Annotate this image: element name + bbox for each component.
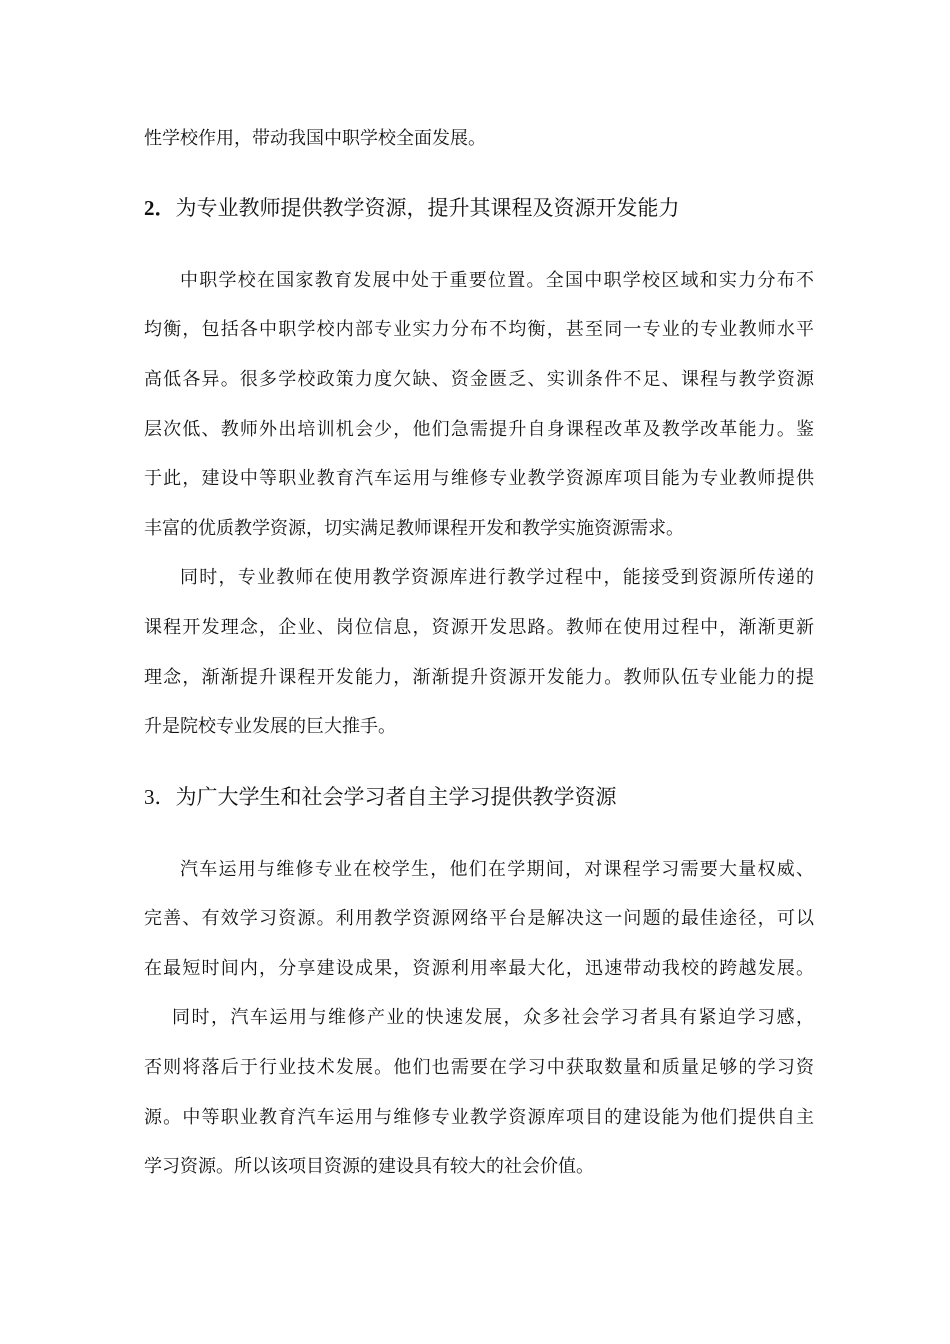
paragraph-line: 同时，专业教师在使用教学资源库进行教学过程中，能接受到资源所传递的 bbox=[180, 567, 814, 588]
paragraph-line: 升是院校专业发展的巨大推手。 bbox=[144, 716, 396, 737]
paragraph-line: 同时，汽车运用与维修产业的快速发展，众多社会学习者具有紧迫学习感， bbox=[172, 1007, 814, 1028]
paragraph-line: 于此，建设中等职业教育汽车运用与维修专业教学资源库项目能为专业教师提供 bbox=[144, 468, 814, 489]
section-2-number: 2． bbox=[144, 196, 176, 220]
section-3-heading bbox=[144, 783, 617, 811]
paragraph-line: 中职学校在国家教育发展中处于重要位置。全国中职学校区域和实力分布不 bbox=[180, 270, 814, 291]
paragraph-line: 否则将落后于行业技术发展。他们也需要在学习中获取数量和质量足够的学习资 bbox=[144, 1057, 814, 1078]
paragraph-line: 课程开发理念，企业、岗位信息，资源开发思路。教师在使用过程中，渐渐更新 bbox=[144, 617, 814, 638]
section-2-heading bbox=[144, 194, 680, 222]
paragraph-line: 源。中等职业教育汽车运用与维修专业教学资源库项目的建设能为他们提供自主 bbox=[144, 1107, 814, 1128]
paragraph-line: 高低各异。很多学校政策力度欠缺、资金匮乏、实训条件不足、课程与教学资源 bbox=[144, 369, 814, 390]
intro-line: 性学校作用，带动我国中职学校全面发展。 bbox=[144, 128, 486, 149]
paragraph-line: 学习资源。所以该项目资源的建设具有较大的社会价值。 bbox=[144, 1156, 594, 1177]
section-2-title: 为专业教师提供教学资源，提升其课程及资源开发能力 bbox=[175, 196, 680, 220]
paragraph-line: 完善、有效学习资源。利用教学资源网络平台是解决这一问题的最佳途径，可以 bbox=[144, 908, 814, 929]
paragraph-line: 层次低、教师外出培训机会少，他们急需提升自身课程改革及教学改革能力。鉴 bbox=[144, 419, 814, 440]
section-3-number: 3． bbox=[144, 785, 176, 809]
section-3-title: 为广大学生和社会学习者自主学习提供教学资源 bbox=[175, 785, 617, 809]
paragraph-line: 在最短时间内，分享建设成果，资源利用率最大化，迅速带动我校的跨越发展。 bbox=[144, 958, 814, 979]
paragraph-line: 丰富的优质教学资源，切实满足教师课程开发和教学实施资源需求。 bbox=[144, 518, 684, 539]
paragraph-line: 理念，渐渐提升课程开发能力，渐渐提升资源开发能力。教师队伍专业能力的提 bbox=[144, 667, 814, 688]
paragraph-line: 均衡，包括各中职学校内部专业实力分布不均衡，甚至同一专业的专业教师水平 bbox=[144, 319, 814, 340]
paragraph-line: 汽车运用与维修专业在校学生，他们在学期间，对课程学习需要大量权威、 bbox=[180, 859, 814, 880]
